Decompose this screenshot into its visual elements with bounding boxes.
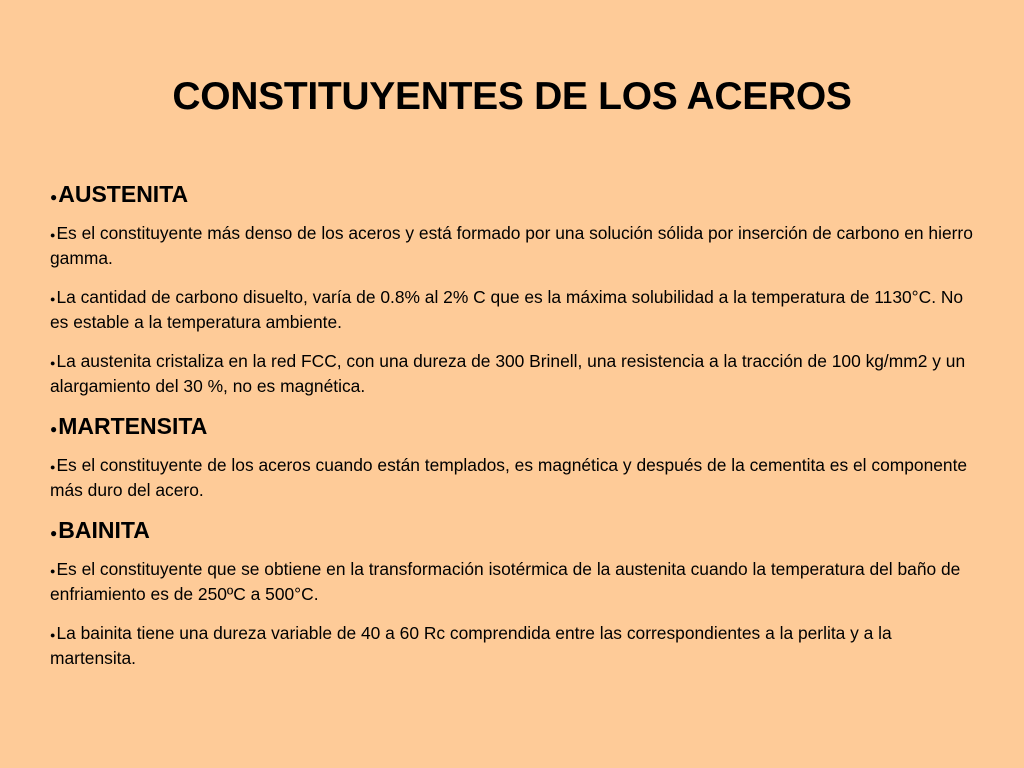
section-heading-martensita <box>50 412 980 443</box>
bullet-paragraph <box>50 454 980 502</box>
bullet-dot-icon: ● <box>50 422 58 436</box>
bullet-paragraph <box>50 558 980 606</box>
bullet-dot-icon: ● <box>50 190 58 204</box>
slide-title: CONSTITUYENTES DE LOS ACEROS <box>172 75 852 118</box>
bullet-paragraph <box>50 222 980 270</box>
paragraph-text: Es el constituyente más denso de los aceros y está formado por una solución sólida por inserción de carbono en hierro gamma. <box>50 223 973 268</box>
section-heading-text: MARTENSITA <box>58 413 208 439</box>
bullet-dot-icon: ● <box>50 462 56 472</box>
paragraph-text: La bainita tiene una dureza variable de 40 a 60 Rc comprendida entre las correspondientes a la perlita y a la martensita. <box>50 623 892 668</box>
bullet-dot-icon: ● <box>50 358 56 368</box>
bullet-dot-icon: ● <box>50 294 56 304</box>
bullet-dot-icon: ● <box>50 566 56 576</box>
paragraph-text: Es el constituyente de los aceros cuando están templados, es magnética y después de la cementita es el componente más duro del acero. <box>50 455 968 500</box>
bullet-paragraph <box>50 286 980 334</box>
bullet-dot-icon: ● <box>50 526 58 540</box>
slide-content <box>50 180 980 670</box>
paragraph-text: La austenita cristaliza en la red FCC, con una dureza de 300 Brinell, una resistencia a la tracción de 100 kg/mm2 y un alargamiento del 30 %, no es magnética. <box>50 351 966 396</box>
section-heading-text: AUSTENITA <box>58 181 189 207</box>
bullet-dot-icon: ● <box>50 230 56 240</box>
section-heading-austenita <box>50 180 980 211</box>
paragraph-text: La cantidad de carbono disuelto, varía de 0.8% al 2% C que es la máxima solubilidad a la temperatura de 1130°C. No es estable a la temperatura ambiente. <box>50 287 964 332</box>
paragraph-text: Es el constituyente que se obtiene en la transformación isotérmica de la austenita cuando la temperatura del baño de enfriamiento es de 250ºC a 500°C. <box>50 559 961 604</box>
bullet-paragraph <box>50 622 980 670</box>
bullet-paragraph <box>50 350 980 398</box>
section-heading-text: BAINITA <box>58 517 150 543</box>
section-heading-bainita <box>50 516 980 547</box>
bullet-dot-icon: ● <box>50 630 56 640</box>
